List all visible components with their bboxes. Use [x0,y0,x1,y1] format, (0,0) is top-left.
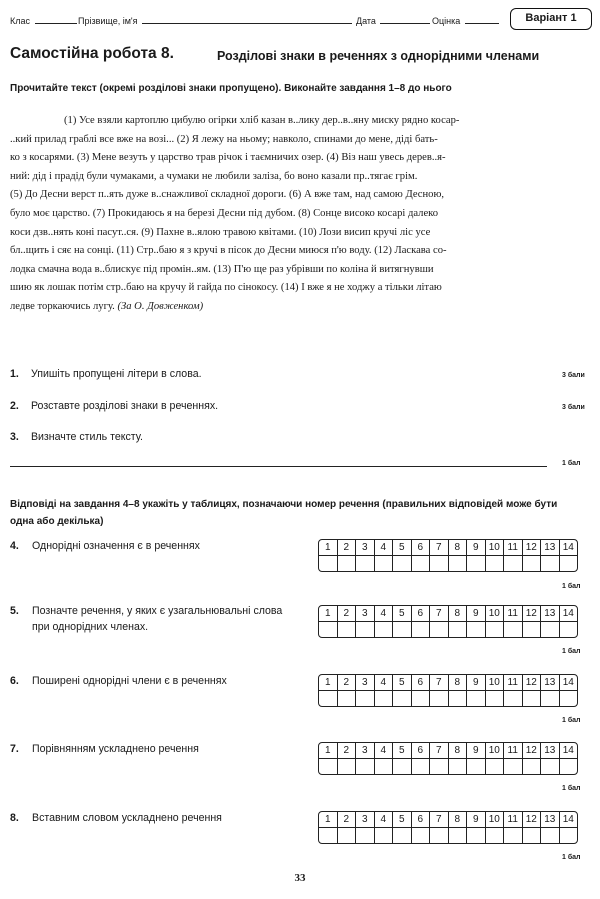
date-input-line[interactable] [380,16,430,24]
grid-number-row [319,540,592,556]
grid-number-cell: 4 [374,539,394,556]
grid-number-cell: 2 [337,539,357,556]
grid-number-cell: 8 [448,811,468,828]
grid-answer-cell[interactable] [522,555,542,572]
grid-answer-cell[interactable] [448,758,468,775]
header [10,8,592,30]
grid-answer-cell[interactable] [318,555,338,572]
task-text: Розставте розділові знаки в реченнях. [30,400,219,412]
grid-number-cell: 10 [485,605,505,622]
grid-number-row [319,743,592,759]
grid-number-cell: 12 [522,674,542,691]
text-line: (5) До Десни верст п..ять дуже в..снажливої складної дороги. (6) А вже там, над самою Десною, [10,189,445,201]
grid-number-cell: 9 [466,811,486,828]
grid-answer-cell[interactable] [540,758,560,775]
grid-number-cell: 12 [522,742,542,759]
grid-number-cell: 10 [485,674,505,691]
date-field[interactable] [356,16,430,26]
grid-answer-cell[interactable] [540,827,560,844]
grid-number-cell: 5 [392,674,412,691]
grid-number-cell: 5 [392,811,412,828]
grid-answer-cell[interactable] [540,555,560,572]
grid-answer-cell[interactable] [318,827,338,844]
task-1 [10,368,202,380]
grid-number-cell: 1 [318,674,338,691]
grid-answer-cell[interactable] [374,758,394,775]
grid-number-row [319,606,592,622]
grid-answer-cell[interactable] [559,690,579,707]
grid-answer-cell[interactable] [466,827,486,844]
grid-answer-cell[interactable] [318,621,338,638]
question-number: 7. [10,743,19,755]
grid-answer-cell[interactable] [485,758,505,775]
grid-number-cell: 13 [540,811,560,828]
grid-answer-cell[interactable] [485,621,505,638]
grid-number-cell: 14 [559,605,579,622]
grid-answer-cell[interactable] [540,690,560,707]
task-text: Упишіть пропущені літери в слова. [30,368,202,380]
grid-number-cell: 4 [374,742,394,759]
grid-number-cell: 11 [503,742,523,759]
grid-number-cell: 14 [559,742,579,759]
answer-grid-6[interactable] [319,675,592,707]
grid-number-cell: 8 [448,674,468,691]
question-number: 8. [10,812,19,824]
question-8 [10,810,310,826]
grid-answer-cell[interactable] [411,555,431,572]
question-text: Однорідні означення є в реченнях [32,540,200,552]
grid-number-cell: 2 [337,605,357,622]
question-score: 1 бал [562,785,581,792]
grid-number-cell: 3 [355,811,375,828]
grid-answer-cell[interactable] [522,690,542,707]
grid-answer-cell[interactable] [448,690,468,707]
variant-badge: Варіант 1 [510,8,592,30]
task-score: 3 бали [562,372,585,379]
text-line: ний: дід і прадід були чумаками, а чумаки не любили заліза, бо воно казали пр..тягає грім. [10,170,418,182]
question-text: Позначте речення, у яких є узагальнювальні слова при однорідних членах. [32,605,283,633]
grid-number-cell: 1 [318,605,338,622]
page-number: 33 [294,872,306,884]
grid-answer-cell[interactable] [448,555,468,572]
grade-label: Оцінка [432,16,461,26]
grid-number-cell: 3 [355,742,375,759]
grid-answer-cell[interactable] [337,690,357,707]
grid-number-cell: 6 [411,742,431,759]
grid-answer-cell[interactable] [522,758,542,775]
text-line: лодка смачна вода в..блискує під промін..ям. (13) П'ю ще раз убрівши по коліна й витягнувши [10,263,434,275]
grid-answer-cell[interactable] [522,827,542,844]
section-2-instruction: Відповіді на завдання 4–8 укажіть у таблицях, позначаючи номер речення (правильних відповідей може бути одна або декілька) [10,499,558,527]
grid-answer-cell[interactable] [355,758,375,775]
question-score: 1 бал [562,648,581,655]
grid-number-cell: 10 [485,742,505,759]
grid-answer-cell[interactable] [411,827,431,844]
class-field[interactable] [10,16,77,26]
grid-number-cell: 7 [429,811,449,828]
grid-answer-row[interactable] [319,622,592,638]
reading-instruction: Прочитайте текст (окремі розділові знаки пропущено). Виконайте завдання 1–8 до нього [10,83,452,94]
grid-answer-cell[interactable] [374,690,394,707]
grid-answer-cell[interactable] [355,690,375,707]
grid-answer-cell[interactable] [559,758,579,775]
grid-number-cell: 10 [485,539,505,556]
grid-answer-cell[interactable] [374,555,394,572]
question-7 [10,741,310,757]
grid-number-cell: 3 [355,674,375,691]
task-2 [10,400,218,412]
grid-number-cell: 8 [448,605,468,622]
grid-answer-cell[interactable] [559,555,579,572]
task-score: 1 бал [562,460,581,467]
grid-answer-cell[interactable] [411,621,431,638]
grid-answer-cell[interactable] [355,555,375,572]
text-line: коси дзв..нять коні пасут..ся. (9) Пахне в..ялою травою квітами. (10) Лози висип кручі ліс усе [10,226,431,238]
grid-answer-cell[interactable] [429,621,449,638]
answer-grid-5[interactable] [319,606,592,638]
grid-number-cell: 13 [540,605,560,622]
grid-answer-cell[interactable] [466,555,486,572]
name-field[interactable] [78,16,352,26]
question-number: 4. [10,540,19,552]
grid-number-cell: 14 [559,811,579,828]
grid-number-cell: 7 [429,539,449,556]
grid-number-cell: 3 [355,605,375,622]
date-label: Дата [356,16,376,26]
grid-number-cell: 5 [392,742,412,759]
grid-number-cell: 13 [540,539,560,556]
grid-number-cell: 6 [411,605,431,622]
grid-answer-row[interactable] [319,556,592,572]
grid-answer-cell[interactable] [448,827,468,844]
grid-number-cell: 9 [466,605,486,622]
task-3-answer-line[interactable] [10,466,547,467]
grid-answer-cell[interactable] [429,555,449,572]
grid-answer-cell[interactable] [559,827,579,844]
grid-answer-cell[interactable] [392,621,412,638]
answer-grid-7[interactable] [319,743,592,775]
text-line: (1) Усе взяли картоплю цибулю огірки хліб казан в..лику дер..в..яну миску рядно косар- [64,115,460,126]
grid-answer-cell[interactable] [337,827,357,844]
grid-number-cell: 13 [540,742,560,759]
grid-answer-cell[interactable] [337,621,357,638]
grid-answer-cell[interactable] [411,690,431,707]
grid-number-cell: 3 [355,539,375,556]
question-5 [10,603,310,635]
grid-number-cell: 12 [522,811,542,828]
grid-answer-cell[interactable] [485,690,505,707]
grid-answer-cell[interactable] [392,690,412,707]
grid-answer-cell[interactable] [337,758,357,775]
grid-number-cell: 6 [411,674,431,691]
text-line: бл..щить і сяє на сонці. (11) Стр..баю я з кручі в пісок до Десни миюся п'ю воду. (12) Ласкава со- [10,245,447,257]
grid-number-cell: 4 [374,811,394,828]
grid-answer-row[interactable] [319,759,592,775]
grid-number-cell: 14 [559,674,579,691]
question-text: Поширені однорідні члени є в реченнях [32,675,227,687]
task-3 [10,431,143,443]
grid-number-cell: 6 [411,811,431,828]
grid-answer-cell[interactable] [503,758,523,775]
grid-answer-cell[interactable] [485,827,505,844]
name-label: Прізвище, ім'я [78,16,138,26]
grid-number-cell: 10 [485,811,505,828]
grid-answer-cell[interactable] [374,621,394,638]
grid-answer-cell[interactable] [448,621,468,638]
grid-answer-row[interactable] [319,691,592,707]
task-number: 1. [10,368,19,380]
grid-number-cell: 2 [337,674,357,691]
grid-answer-cell[interactable] [503,690,523,707]
grid-number-cell: 6 [411,539,431,556]
text-line-end: ледве торкаючись лугу. [10,300,115,312]
grid-answer-cell[interactable] [540,621,560,638]
grid-number-cell: 2 [337,742,357,759]
grid-answer-cell[interactable] [466,690,486,707]
question-score: 1 бал [562,717,581,724]
task-text: Визначте стиль тексту. [30,431,143,443]
grid-number-cell: 11 [503,811,523,828]
grid-answer-cell[interactable] [337,555,357,572]
grid-number-cell: 1 [318,539,338,556]
grade-field[interactable] [432,16,499,26]
grid-answer-cell[interactable] [559,621,579,638]
task-score: 3 бали [562,404,585,411]
page-subtitle: Розділові знаки в реченнях з однорідними членами [217,49,540,63]
grid-answer-cell[interactable] [392,758,412,775]
grid-answer-row[interactable] [319,828,592,844]
grid-number-cell: 12 [522,605,542,622]
grid-answer-cell[interactable] [355,827,375,844]
grid-answer-cell[interactable] [392,827,412,844]
question-text: Вставним словом ускладнено речення [32,812,222,824]
grid-answer-cell[interactable] [503,827,523,844]
task-number: 3. [10,431,19,443]
page-title: Самостійна робота 8. [10,45,174,62]
grid-answer-cell[interactable] [466,758,486,775]
answer-grid-8[interactable] [319,812,592,844]
answer-grid-4[interactable] [319,540,592,572]
grid-answer-cell[interactable] [411,758,431,775]
grid-answer-cell[interactable] [503,621,523,638]
grid-number-cell: 8 [448,742,468,759]
grid-answer-cell[interactable] [485,555,505,572]
grid-number-cell: 13 [540,674,560,691]
grid-answer-cell[interactable] [429,827,449,844]
grid-number-cell: 1 [318,811,338,828]
grid-answer-cell[interactable] [503,555,523,572]
grid-answer-cell[interactable] [318,758,338,775]
grid-number-cell: 7 [429,674,449,691]
grid-number-cell: 12 [522,539,542,556]
text-line: ко з косарями. (3) Мене везуть у царство трав річок і таємничих озер. (4) Віз наш увесь дерев..я- [10,152,446,164]
grid-answer-cell[interactable] [355,621,375,638]
reading-text [10,112,590,317]
question-4 [10,538,310,554]
grid-number-cell: 7 [429,742,449,759]
text-author: (За О. Довженком) [117,300,204,312]
task-number: 2. [10,400,19,412]
grid-number-cell: 8 [448,539,468,556]
grid-answer-cell[interactable] [318,690,338,707]
grid-number-row [319,812,592,828]
question-score: 1 бал [562,854,581,861]
grid-answer-cell[interactable] [466,621,486,638]
grid-number-cell: 11 [503,674,523,691]
grid-number-cell: 7 [429,605,449,622]
name-input-line[interactable] [142,16,352,24]
grid-answer-cell[interactable] [429,758,449,775]
text-line: ..кий прилад граблі все вже на возі... (2) Я лежу на ньому; навколо, спинами до мене, діді бать- [10,133,438,145]
question-6 [10,673,310,689]
grid-number-cell: 11 [503,539,523,556]
text-line-last [10,298,590,317]
grid-number-cell: 2 [337,811,357,828]
grid-number-row [319,675,592,691]
grid-number-cell: 4 [374,605,394,622]
grid-number-cell: 9 [466,674,486,691]
grade-input-line[interactable] [465,16,499,24]
grid-number-cell: 11 [503,605,523,622]
question-text: Порівнянням ускладнено речення [32,743,199,755]
grid-number-cell: 9 [466,539,486,556]
grid-answer-cell[interactable] [374,827,394,844]
grid-answer-cell[interactable] [522,621,542,638]
grid-number-cell: 14 [559,539,579,556]
text-line: було моє царство. (7) Прокидаюсь я на березі Десни під дубом. (8) Сонце високо косарі далеко [10,207,439,219]
grid-number-cell: 9 [466,742,486,759]
grid-number-cell: 5 [392,605,412,622]
class-label: Клас [10,16,30,26]
question-number: 6. [10,675,19,687]
question-score: 1 бал [562,583,581,590]
grid-answer-cell[interactable] [392,555,412,572]
class-input-line[interactable] [35,16,77,24]
grid-answer-cell[interactable] [429,690,449,707]
text-line: шию як лошак потім стр..баю на кручу й гайда по сінокосу. (14) І вже я не ходжу а тільки літаю [10,282,442,294]
grid-number-cell: 5 [392,539,412,556]
grid-number-cell: 4 [374,674,394,691]
question-number: 5. [10,605,19,617]
grid-number-cell: 1 [318,742,338,759]
